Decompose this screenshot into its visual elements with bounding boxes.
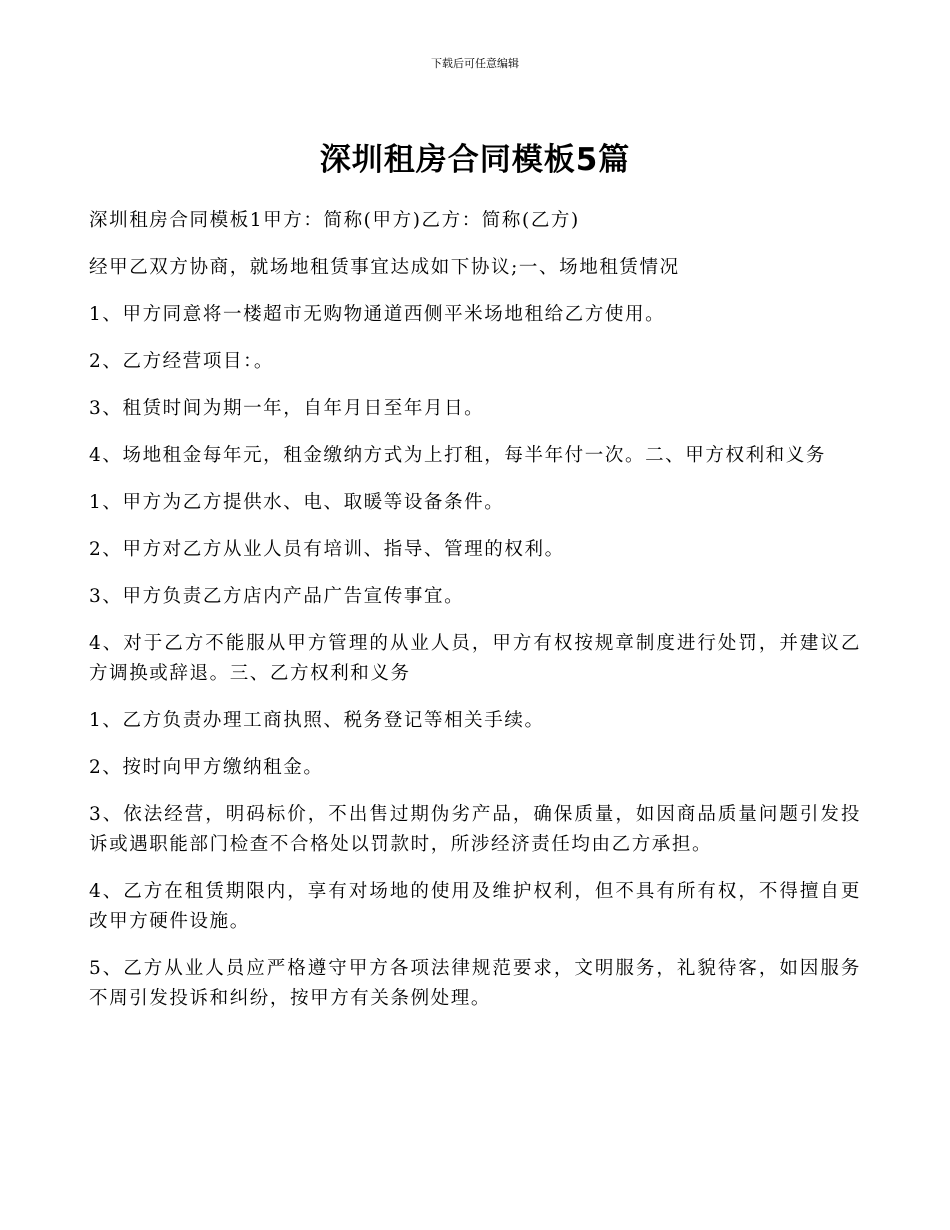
paragraph-party-a-3: 3、甲方负责乙方店内产品广告宣传事宜。 — [89, 586, 465, 607]
paragraph-party-b-1: 1、乙方负责办理工商执照、税务登记等相关手续。 — [89, 710, 545, 731]
paragraph-agreement-intro: 经甲乙双方协商，就场地租赁事宜达成如下协议;一、场地租赁情况 — [89, 257, 680, 278]
paragraph-lease-4: 4、场地租金每年元，租金缴纳方式为上打租，每半年付一次。二、甲方权利和义务 — [89, 445, 826, 466]
paragraph-party-a-4: 4、对于乙方不能服从甲方管理的从业人员，甲方有权按规章制度进行处罚，并建议乙方调换或辞退。三、乙方权利和义务 — [89, 633, 861, 684]
paragraph-lease-3: 3、租赁时间为期一年，自年月日至年月日。 — [89, 398, 485, 419]
paragraph-party-b-3: 3、依法经营，明码标价，不出售过期伪劣产品，确保质量，如因商品质量问题引发投诉或遇职能部门检查不合格处以罚款时，所涉经济责任均由乙方承担。 — [89, 804, 861, 855]
document-body — [89, 206, 861, 1031]
paragraph-party-b-2: 2、按时向甲方缴纳租金。 — [89, 757, 324, 778]
paragraph-party-b-5: 5、乙方从业人员应严格遵守甲方各项法律规范要求，文明服务，礼貌待客，如因服务不周引发投诉和纠纷，按甲方有关条例处理。 — [89, 958, 861, 1009]
paragraph-party-a-2: 2、甲方对乙方从业人员有培训、指导、管理的权利。 — [89, 539, 565, 560]
header-note: 下载后可任意编辑 — [431, 57, 519, 70]
paragraph-parties: 深圳租房合同模板1甲方：简称(甲方)乙方：简称(乙方) — [89, 210, 580, 231]
paragraph-lease-2: 2、乙方经营项目：。 — [89, 351, 275, 372]
document-title: 深圳租房合同模板5篇 — [319, 142, 631, 178]
paragraph-party-b-4: 4、乙方在租赁期限内，享有对场地的使用及维护权利，但不具有所有权，不得擅自更改甲方硬件设施。 — [89, 881, 861, 932]
paragraph-lease-1: 1、甲方同意将一楼超市无购物通道西侧平米场地租给乙方使用。 — [89, 304, 666, 325]
paragraph-party-a-1: 1、甲方为乙方提供水、电、取暖等设备条件。 — [89, 492, 505, 513]
